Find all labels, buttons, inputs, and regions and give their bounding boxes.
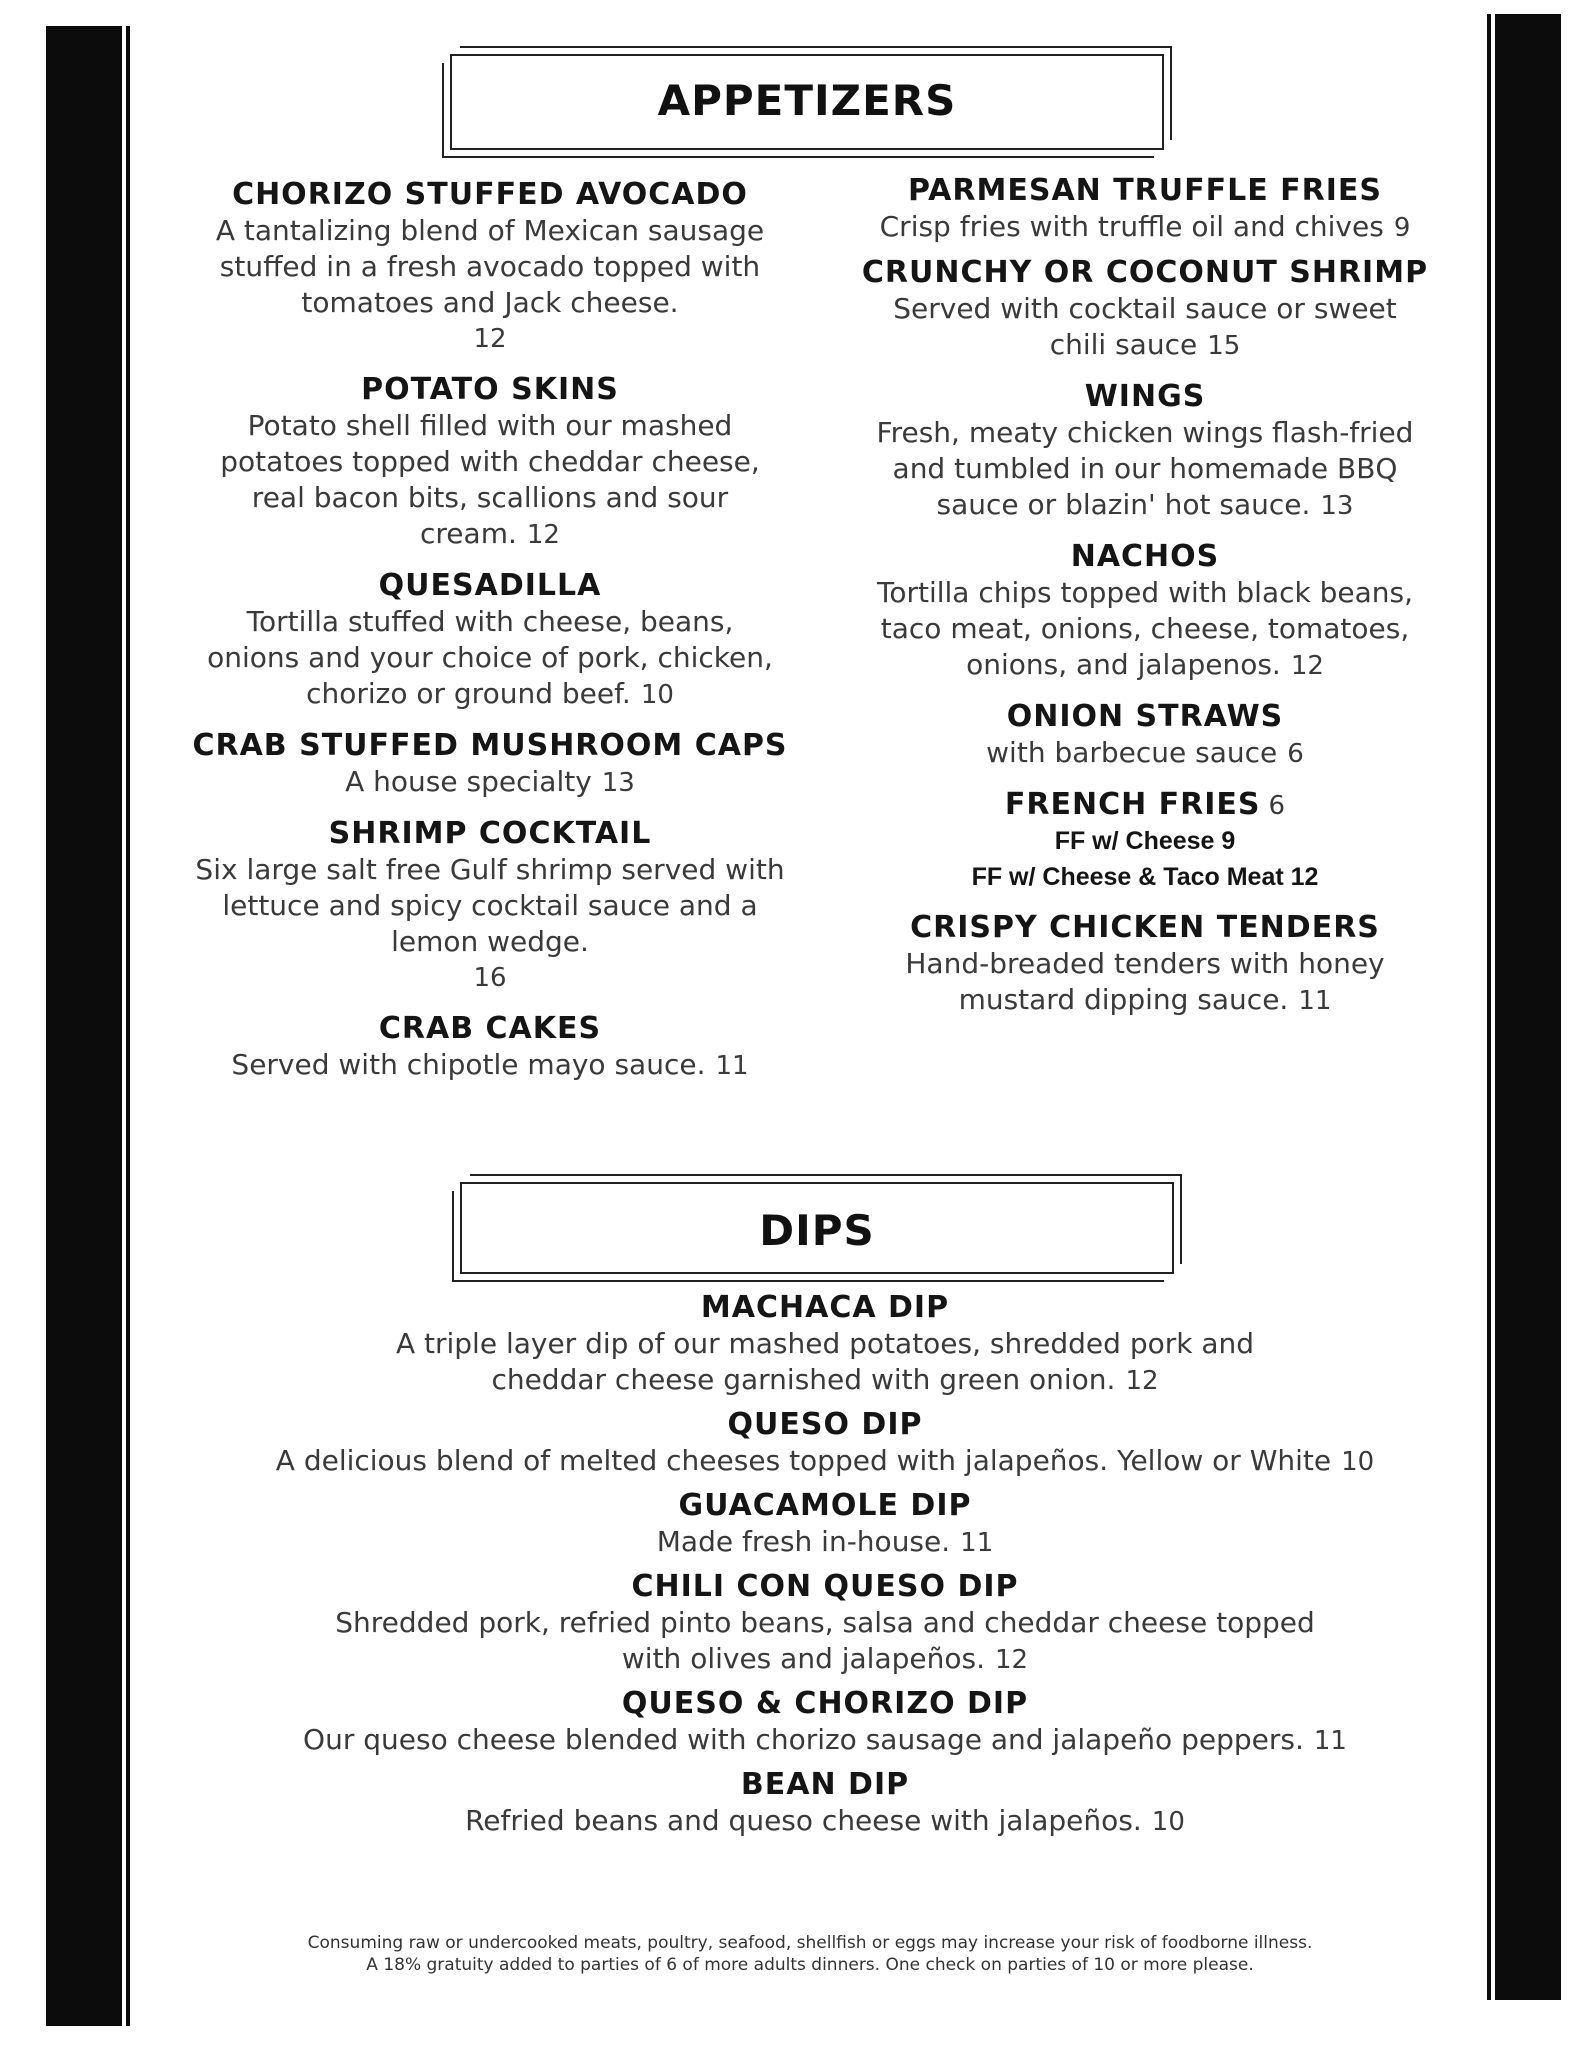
item-description [190, 1803, 1460, 1840]
item-price: 10 [640, 680, 674, 710]
item-price: 12 [473, 324, 507, 354]
item-description [845, 946, 1445, 1019]
item-description-text: Six large salt free Gulf shrimp served with lettuce and spicy cocktail sauce and a lemon wedge. [195, 853, 785, 958]
item-name: QUESO & CHORIZO DIP [621, 1686, 1029, 1721]
item-name: CRAB CAKES [378, 1011, 602, 1046]
item-description [190, 213, 790, 357]
appetizers-heading: APPETIZERS [657, 76, 957, 125]
item-price: 6 [1287, 739, 1304, 769]
item-price: 16 [473, 963, 507, 993]
item-name: MACHACA DIP [700, 1290, 950, 1325]
appetizers-left-column [190, 176, 790, 1098]
right-border-bar [1495, 14, 1561, 2000]
menu-item [190, 1407, 1460, 1480]
menu-item [845, 254, 1445, 364]
foodborne-illness-warning: Consuming raw or undercooked meats, poultry, seafood, shellfish or eggs may increase your risk of foodborne illness. [307, 1933, 1313, 1953]
menu-item [190, 1686, 1460, 1759]
item-description [190, 1722, 1460, 1759]
item-price: 13 [601, 768, 635, 798]
item-description [845, 735, 1445, 772]
item-description [190, 1443, 1460, 1480]
item-description [190, 852, 790, 996]
item-description-text: Served with chipotle mayo sauce. [231, 1048, 706, 1081]
menu-item [190, 1569, 1460, 1678]
item-description-text: Fresh, meaty chicken wings flash-fried and tumbled in our homemade BBQ sauce or blazin' hot sauce. [876, 416, 1414, 521]
menu-item [845, 698, 1445, 772]
item-description-text: A delicious blend of melted cheeses topped with jalapeños. Yellow or White [275, 1444, 1332, 1477]
item-name: PARMESAN TRUFFLE FRIES [907, 173, 1383, 208]
item-description [190, 408, 790, 553]
item-name: SHRIMP COCKTAIL [328, 816, 652, 851]
item-description-text: A house specialty [345, 765, 592, 798]
menu-item [190, 1290, 1460, 1399]
item-name: NACHOS [1070, 539, 1220, 574]
item-price: 12 [1125, 1366, 1159, 1396]
menu-item [190, 1010, 790, 1084]
dips-heading: DIPS [759, 1206, 875, 1255]
item-price: 13 [1320, 491, 1354, 521]
menu-item [190, 567, 790, 713]
item-description [845, 575, 1445, 684]
footer-disclaimer [220, 1932, 1400, 1976]
item-name: POTATO SKINS [361, 372, 619, 407]
item-price: 12 [1290, 651, 1324, 681]
menu-item [845, 172, 1445, 246]
item-price: 11 [715, 1051, 749, 1081]
item-price: 6 [1268, 791, 1286, 821]
item-name: CHORIZO STUFFED AVOCADO [232, 177, 748, 212]
item-price: 11 [960, 1528, 994, 1558]
right-border-line [1487, 14, 1491, 2000]
french-fries-option: FF w/ Cheese 9 [1054, 827, 1236, 855]
item-description-text: with barbecue sauce [986, 736, 1278, 769]
item-description-text: Our queso cheese blended with chorizo sausage and jalapeño peppers. [303, 1723, 1304, 1756]
menu-item [845, 786, 1445, 895]
item-name: WINGS [1084, 379, 1206, 414]
item-price: 10 [1151, 1807, 1185, 1837]
item-description [190, 1524, 1460, 1561]
menu-item [190, 1488, 1460, 1561]
item-description [845, 209, 1445, 246]
item-description [190, 1605, 1460, 1678]
item-description-text: Crisp fries with truffle oil and chives [879, 210, 1384, 243]
item-name: CRISPY CHICKEN TENDERS [910, 910, 1380, 945]
item-name: CRAB STUFFED MUSHROOM CAPS [192, 728, 788, 763]
menu-item [190, 815, 790, 996]
left-border-bar [46, 26, 122, 2026]
appetizers-heading-frame [450, 54, 1164, 150]
left-border-line [126, 26, 130, 2026]
menu-item [845, 909, 1445, 1019]
menu-item [190, 176, 790, 357]
item-name: ONION STRAWS [1006, 699, 1284, 734]
item-description-text: Shredded pork, refried pinto beans, salsa and cheddar cheese topped with olives and jalapeños. [335, 1606, 1315, 1675]
menu-item [190, 727, 790, 801]
menu-item [845, 538, 1445, 684]
item-price: 10 [1341, 1447, 1375, 1477]
item-description [845, 291, 1445, 364]
dips-list [190, 1290, 1460, 1848]
item-price: 11 [1298, 986, 1332, 1016]
item-price: 11 [1313, 1726, 1347, 1756]
item-description-text: Tortilla stuffed with cheese, beans, onions and your choice of pork, chicken, chorizo or ground beef. [207, 605, 773, 710]
item-name: GUACAMOLE DIP [678, 1488, 972, 1523]
item-description [190, 604, 790, 713]
item-price: 12 [995, 1645, 1029, 1675]
item-description-text: Potato shell filled with our mashed potatoes topped with cheddar cheese, real bacon bits, scallions and sour cream. [220, 409, 760, 550]
item-description-text: A tantalizing blend of Mexican sausage stuffed in a fresh avocado topped with tomatoes and Jack cheese. [215, 214, 765, 319]
appetizers-right-column [845, 172, 1445, 1033]
item-name: FRENCH FRIES [1004, 787, 1261, 822]
item-description [845, 415, 1445, 524]
menu-item [845, 378, 1445, 524]
item-description-text: A triple layer dip of our mashed potatoes, shredded pork and cheddar cheese garnished with green onion. [395, 1327, 1255, 1396]
item-name: CHILI CON QUESO DIP [631, 1569, 1019, 1604]
french-fries-heading [845, 786, 1445, 823]
item-price: 9 [1393, 213, 1411, 243]
item-description-text: Made fresh in-house. [656, 1525, 951, 1558]
menu-item [190, 371, 790, 553]
dips-heading-frame [460, 1182, 1174, 1274]
item-description-text: Tortilla chips topped with black beans, taco meat, onions, cheese, tomatoes, onions, and jalapenos. [876, 576, 1414, 681]
item-description [190, 1047, 790, 1084]
item-name: QUESADILLA [378, 568, 602, 603]
item-price: 12 [526, 520, 560, 550]
item-name: QUESO DIP [727, 1407, 923, 1442]
item-description [190, 764, 790, 801]
menu-item [190, 1767, 1460, 1840]
item-name: BEAN DIP [740, 1767, 910, 1802]
item-description-text: Hand-breaded tenders with honey mustard dipping sauce. [905, 947, 1385, 1016]
french-fries-option: FF w/ Cheese & Taco Meat 12 [971, 863, 1319, 891]
item-price: 15 [1207, 331, 1241, 361]
item-description-text: Refried beans and queso cheese with jalapeños. [465, 1804, 1142, 1837]
item-name: CRUNCHY OR COCONUT SHRIMP [861, 255, 1429, 290]
item-description [190, 1326, 1460, 1399]
gratuity-notice: A 18% gratuity added to parties of 6 of more adults dinners. One check on parties of 10 or more please. [366, 1955, 1254, 1975]
item-description-text: Served with cocktail sauce or sweet chili sauce [893, 292, 1397, 361]
